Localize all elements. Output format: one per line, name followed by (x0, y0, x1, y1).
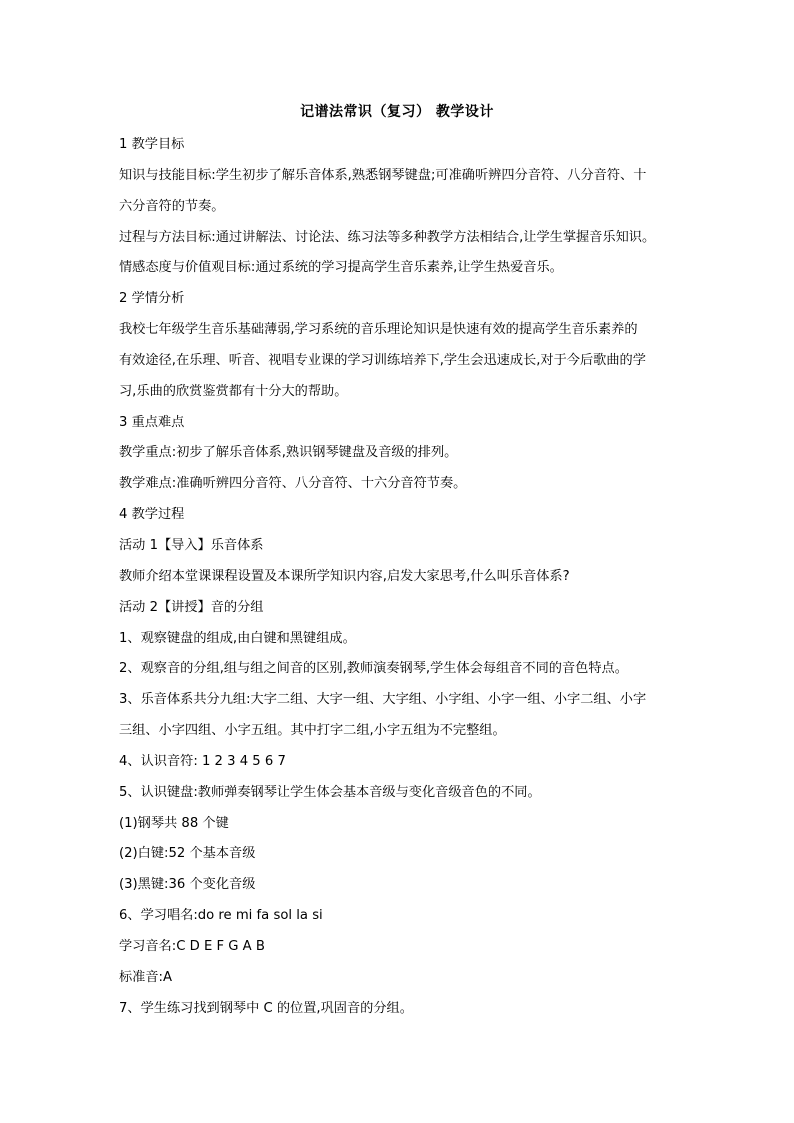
sub-list-item: (1)钢琴共 88 个键 (119, 815, 229, 831)
section-heading-analysis: 2 学情分析 (119, 291, 185, 307)
paragraph-line: 情感态度与价值观目标:通过系统的学习提高学生音乐素养,让学生热爱音乐。 (119, 260, 563, 276)
paragraph-line: 过程与方法目标:通过讲解法、讨论法、练习法等多种教学方法相结合,让学生掌握音乐知识。 (119, 229, 656, 245)
list-item: 1、观察键盘的组成,由白键和黑键组成。 (119, 630, 356, 646)
paragraph-line: 学习音名:C D E F G A B (119, 938, 265, 954)
paragraph-line: 知识与技能目标:学生初步了解乐音体系,熟悉钢琴键盘;可准确听辨四分音符、八分音符、十 (119, 167, 647, 183)
document-title: 记谱法常识（复习） 教学设计 (300, 104, 494, 120)
activity-heading: 活动 1【导入】乐音体系 (119, 537, 264, 553)
list-item-continuation: 三组、小字四组、小字五组。其中打字二组,小字五组为不完整组。 (119, 723, 506, 739)
activity-heading: 活动 2【讲授】音的分组 (119, 599, 264, 615)
paragraph-line: 六分音符的节奏。 (119, 198, 225, 214)
sub-list-item: (2)白键:52 个基本音级 (119, 846, 256, 862)
paragraph-line: 教学难点:准确听辨四分音符、八分音符、十六分音符节奏。 (119, 476, 467, 492)
paragraph-line: 我校七年级学生音乐基础薄弱,学习系统的音乐理论知识是快速有效的提高学生音乐素养的 (119, 322, 638, 338)
list-item: 4、认识音符: 1 2 3 4 5 6 7 (119, 753, 286, 769)
paragraph-line: 标准音:A (119, 969, 173, 985)
paragraph-line: 有效途径,在乐理、听音、视唱专业课的学习训练培养下,学生会迅速成长,对于今后歌曲的学 (119, 352, 646, 368)
document-body (119, 130, 679, 1024)
paragraph-line: 教师介绍本堂课课程设置及本课所学知识内容,启发大家思考,什么叫乐音体系? (119, 568, 570, 584)
section-heading-objectives: 1 教学目标 (119, 137, 185, 152)
section-heading-key-points: 3 重点难点 (119, 414, 185, 430)
section-heading-process: 4 教学过程 (119, 507, 185, 523)
list-item: 3、乐音体系共分九组:大字二组、大字一组、大字组、小字组、小字一组、小字二组、小字 (119, 692, 647, 708)
sub-list-item: (3)黑键:36 个变化音级 (119, 877, 256, 893)
paragraph-line: 教学重点:初步了解乐音体系,熟识钢琴键盘及音级的排列。 (119, 445, 458, 461)
list-item: 2、观察音的分组,组与组之间音的区别,教师演奏钢琴,学生体会每组音不同的音色特点。 (119, 661, 628, 677)
paragraph-line: 习,乐曲的欣赏鉴赏都有十分大的帮助。 (119, 383, 348, 399)
list-item: 7、学生练习找到钢琴中 C 的位置,巩固音的分组。 (119, 1000, 413, 1016)
list-item: 5、认识键盘:教师弹奏钢琴让学生体会基本音级与变化音级音色的不同。 (119, 784, 541, 800)
list-item: 6、学习唱名:do re mi fa sol la si (119, 908, 323, 924)
